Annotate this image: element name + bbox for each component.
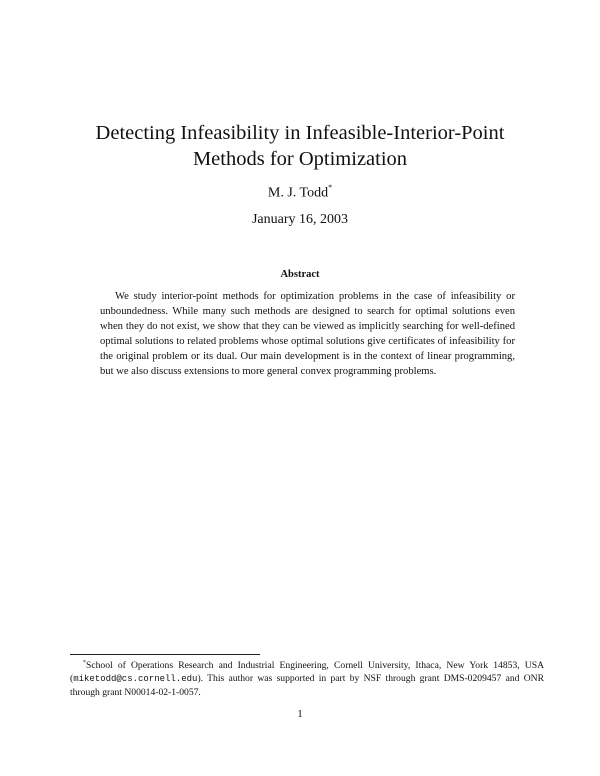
author [0, 184, 600, 202]
footnote-email: miketodd@cs.cornell.edu [73, 674, 198, 685]
footnote-text-after: ). This author was supported in part by NSF through grant DMS-0209457 and ONR through grant N00014-02-1-0057. [70, 673, 544, 699]
footnote-text-before: School of Operations Research and Industrial Engineering, Cornell University, Ithaca, New York 14853, USA ( [70, 660, 544, 685]
date: January 16, 2003 [251, 212, 349, 227]
page-number: 1 [297, 708, 303, 720]
abstract-heading: Abstract [280, 269, 320, 280]
footnote [70, 657, 544, 699]
author-name: M. J. Todd [267, 185, 329, 201]
title-line-2: Methods for Optimization [192, 148, 408, 170]
paper-title [60, 120, 540, 172]
footnote-rule [70, 654, 260, 655]
abstract-body: We study interior-point methods for optimization problems in the case of infeasibility or unboundedness. While many such methods are designed to search for optimal solutions even when they do not exist, we show that they can be viewed as implicitly searching for well-defined optimal solutions to related problems whose optimal solutions give certificates of infeasibility for the original problem or its dual. Our main development is in the context of linear programming, but we also discuss extensions to more general convex programming problems. [100, 291, 515, 377]
author-footnote-mark: * [328, 183, 333, 192]
footnote-mark: * [83, 660, 86, 666]
title-line-1: Detecting Infeasibility in Infeasible-Interior-Point [95, 122, 505, 144]
